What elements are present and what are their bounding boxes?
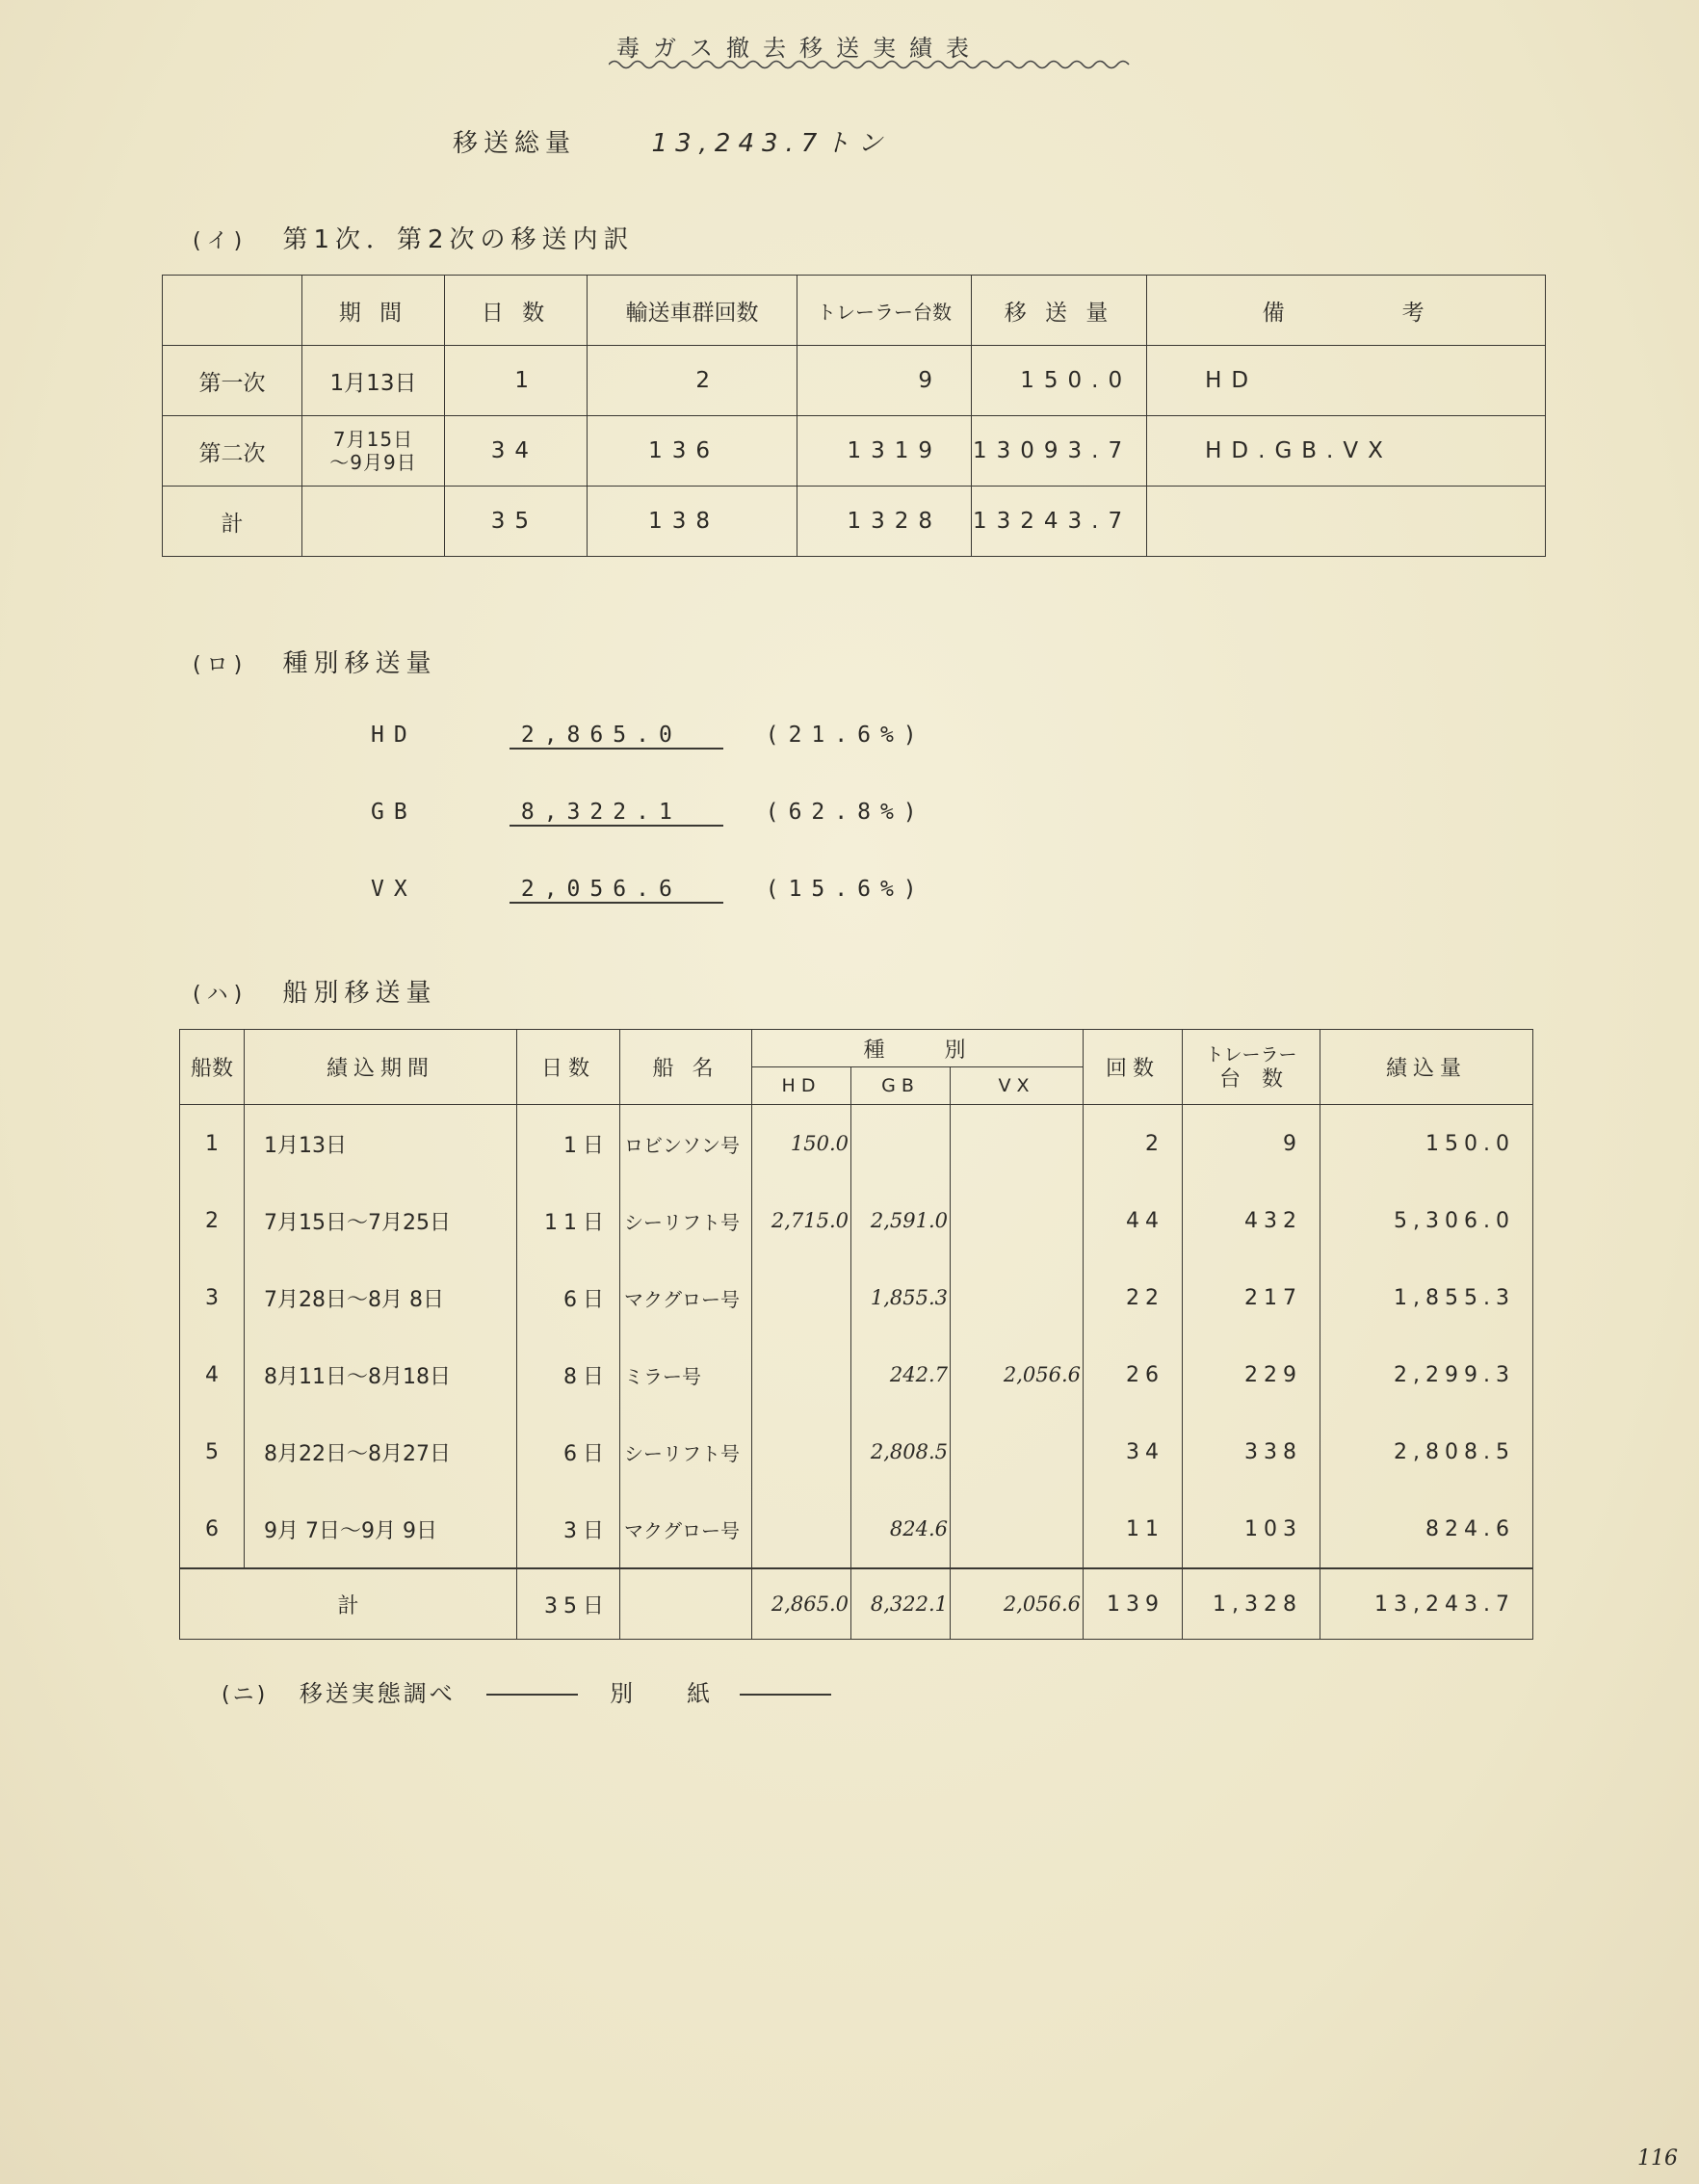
cell-days: 3日 bbox=[517, 1490, 620, 1568]
total-gb: 8,322.1 bbox=[851, 1568, 951, 1640]
header-trailers bbox=[1183, 1030, 1320, 1105]
table-row bbox=[163, 416, 1546, 487]
header-gb: GB bbox=[851, 1067, 951, 1105]
row-groups: 138 bbox=[588, 487, 797, 557]
cell-vx bbox=[951, 1490, 1084, 1568]
cell-period: 1月13日 bbox=[245, 1105, 517, 1183]
row-days: 35 bbox=[445, 487, 588, 557]
header-ship-no: 船数 bbox=[180, 1030, 245, 1105]
cell-gb: 2,591.0 bbox=[851, 1182, 951, 1259]
header-cell: 輸送車群回数 bbox=[588, 276, 797, 346]
cell-trips: 44 bbox=[1084, 1182, 1183, 1259]
document-title: 毒ガス撤去移送実績表 bbox=[616, 35, 982, 62]
cell-vx bbox=[951, 1259, 1084, 1336]
section-4-mark: (ニ) bbox=[222, 1683, 269, 1707]
cell-vx: 2,056.6 bbox=[951, 1336, 1084, 1413]
cell-gb: 242.7 bbox=[851, 1336, 951, 1413]
row-period: 7月15日 ～9月9日 bbox=[302, 416, 445, 487]
cell-hd bbox=[752, 1259, 851, 1336]
dash-line bbox=[740, 1694, 831, 1696]
page-number: 116 bbox=[1637, 2146, 1678, 2171]
kind-item-gb bbox=[371, 800, 927, 827]
cell-period: 7月15日～7月25日 bbox=[245, 1182, 517, 1259]
section-1-mark: (イ) bbox=[193, 229, 248, 253]
table-row bbox=[180, 1413, 1533, 1490]
total-volume-label: 移送総量 bbox=[453, 129, 577, 158]
cell-ship: シーリフト号 bbox=[620, 1413, 752, 1490]
total-ship-empty bbox=[620, 1568, 752, 1640]
cell-days: 11日 bbox=[517, 1182, 620, 1259]
kind-item-hd bbox=[371, 723, 927, 750]
row-trailers: 9 bbox=[797, 346, 972, 416]
cell-gb: 1,855.3 bbox=[851, 1259, 951, 1336]
header-cell: 移 送 量 bbox=[972, 276, 1147, 346]
cell-trailers: 103 bbox=[1183, 1490, 1320, 1568]
kind-percent: (15.6%) bbox=[765, 877, 927, 902]
header-vx: VX bbox=[951, 1067, 1084, 1105]
row-amount: 13093.7 bbox=[972, 416, 1147, 487]
total-volume-value: 13,243.7トン bbox=[651, 129, 891, 158]
cell-gb: 824.6 bbox=[851, 1490, 951, 1568]
cell-vx bbox=[951, 1182, 1084, 1259]
cell-ship: シーリフト号 bbox=[620, 1182, 752, 1259]
cell-load: 2,299.3 bbox=[1320, 1336, 1533, 1413]
cell-days: 1日 bbox=[517, 1105, 620, 1183]
cell-ship: ロビンソン号 bbox=[620, 1105, 752, 1183]
cell-days: 6日 bbox=[517, 1259, 620, 1336]
cell-hd bbox=[752, 1490, 851, 1568]
cell-gb bbox=[851, 1105, 951, 1183]
total-load: 13,243.7 bbox=[1320, 1568, 1533, 1640]
row-amount: 13243.7 bbox=[972, 487, 1147, 557]
table-total-row bbox=[163, 487, 1546, 557]
total-vx: 2,056.6 bbox=[951, 1568, 1084, 1640]
header-kind: 種 別 bbox=[752, 1030, 1084, 1067]
cell-trips: 22 bbox=[1084, 1259, 1183, 1336]
row-note bbox=[1147, 487, 1546, 557]
cell-ship: マクグロー号 bbox=[620, 1490, 752, 1568]
kind-type: HD bbox=[371, 723, 417, 748]
total-trailers: 1,328 bbox=[1183, 1568, 1320, 1640]
table-row bbox=[180, 1490, 1533, 1568]
row-period bbox=[302, 487, 445, 557]
kind-type: GB bbox=[371, 800, 417, 825]
cell-trips: 34 bbox=[1084, 1413, 1183, 1490]
cell-gb: 2,808.5 bbox=[851, 1413, 951, 1490]
cell-vx bbox=[951, 1105, 1084, 1183]
section-1-label: 第1次．第2次の移送内訳 bbox=[282, 225, 635, 254]
header-cell: 日 数 bbox=[445, 276, 588, 346]
cell-period: 7月28日～8月 8日 bbox=[245, 1259, 517, 1336]
table-row bbox=[180, 1105, 1533, 1183]
header-period: 績込期間 bbox=[245, 1030, 517, 1105]
section-2-label: 種別移送量 bbox=[282, 649, 437, 678]
cell-hd bbox=[752, 1336, 851, 1413]
row-period: 1月13日 bbox=[302, 346, 445, 416]
cell-period: 8月22日～8月27日 bbox=[245, 1413, 517, 1490]
header-hd: HD bbox=[752, 1067, 851, 1105]
cell-no: 6 bbox=[180, 1490, 245, 1568]
cell-no: 4 bbox=[180, 1336, 245, 1413]
table-total-row bbox=[180, 1568, 1533, 1640]
cell-trips: 2 bbox=[1084, 1105, 1183, 1183]
table-header-row bbox=[163, 276, 1546, 346]
header-cell: 備 考 bbox=[1147, 276, 1546, 346]
cell-load: 2,808.5 bbox=[1320, 1413, 1533, 1490]
cell-load: 150.0 bbox=[1320, 1105, 1533, 1183]
kind-percent: (21.6%) bbox=[765, 723, 927, 748]
table-row bbox=[180, 1259, 1533, 1336]
section-2-heading bbox=[193, 644, 436, 679]
cell-no: 3 bbox=[180, 1259, 245, 1336]
kind-amount: 8,322.1 bbox=[510, 800, 723, 827]
row-days: 34 bbox=[445, 416, 588, 487]
header-ship-name: 船 名 bbox=[620, 1030, 752, 1105]
kind-percent: (62.8%) bbox=[765, 800, 927, 825]
row-name: 第一次 bbox=[163, 346, 302, 416]
row-groups: 136 bbox=[588, 416, 797, 487]
cell-no: 2 bbox=[180, 1182, 245, 1259]
total-days: 35日 bbox=[517, 1568, 620, 1640]
cell-days: 8日 bbox=[517, 1336, 620, 1413]
header-trips: 回数 bbox=[1084, 1030, 1183, 1105]
row-note: HD.GB.VX bbox=[1147, 416, 1546, 487]
cell-ship: ミラー号 bbox=[620, 1336, 752, 1413]
header-cell: 期 間 bbox=[302, 276, 445, 346]
cell-period: 9月 7日～9月 9日 bbox=[245, 1490, 517, 1568]
transfer-breakdown-table bbox=[162, 275, 1546, 557]
cell-load: 5,306.0 bbox=[1320, 1182, 1533, 1259]
table-row bbox=[163, 346, 1546, 416]
total-volume bbox=[453, 123, 890, 159]
cell-trailers: 432 bbox=[1183, 1182, 1320, 1259]
dash-line bbox=[486, 1694, 578, 1696]
kind-type: VX bbox=[371, 877, 417, 902]
header-cell: トレーラー台数 bbox=[797, 276, 972, 346]
kind-amount: 2,056.6 bbox=[510, 877, 723, 904]
row-trailers: 1319 bbox=[797, 416, 972, 487]
cell-hd: 2,715.0 bbox=[752, 1182, 851, 1259]
section-4-label: 移送実態調べ bbox=[299, 1680, 456, 1707]
cell-trailers: 9 bbox=[1183, 1105, 1320, 1183]
header-cell bbox=[163, 276, 302, 346]
cell-hd: 150.0 bbox=[752, 1105, 851, 1183]
cell-trips: 26 bbox=[1084, 1336, 1183, 1413]
section-2-mark: (ロ) bbox=[193, 653, 248, 677]
row-name: 第二次 bbox=[163, 416, 302, 487]
header-days: 日数 bbox=[517, 1030, 620, 1105]
kind-item-vx bbox=[371, 877, 927, 904]
total-hd: 2,865.0 bbox=[752, 1568, 851, 1640]
section-3-mark: (ハ) bbox=[193, 983, 248, 1007]
header-trailers-bottom: 台 数 bbox=[1218, 1066, 1283, 1092]
cell-ship: マクグロー号 bbox=[620, 1259, 752, 1336]
section-3-heading bbox=[193, 973, 436, 1009]
section-4-heading bbox=[222, 1674, 831, 1708]
cell-vx bbox=[951, 1413, 1084, 1490]
cell-hd bbox=[752, 1413, 851, 1490]
kind-amount: 2,865.0 bbox=[510, 723, 723, 750]
cell-load: 1,855.3 bbox=[1320, 1259, 1533, 1336]
table-row bbox=[180, 1336, 1533, 1413]
cell-no: 1 bbox=[180, 1105, 245, 1183]
cell-load: 824.6 bbox=[1320, 1490, 1533, 1568]
cell-period: 8月11日～8月18日 bbox=[245, 1336, 517, 1413]
ship-transfer-table bbox=[179, 1029, 1533, 1640]
row-trailers: 1328 bbox=[797, 487, 972, 557]
cell-no: 5 bbox=[180, 1413, 245, 1490]
table-row bbox=[180, 1182, 1533, 1259]
section-3-label: 船別移送量 bbox=[282, 979, 437, 1008]
title-wavy-underline bbox=[609, 58, 1138, 71]
total-trips: 139 bbox=[1084, 1568, 1183, 1640]
total-label: 計 bbox=[180, 1568, 517, 1640]
table-header-row bbox=[180, 1030, 1533, 1067]
row-groups: 2 bbox=[588, 346, 797, 416]
cell-trailers: 229 bbox=[1183, 1336, 1320, 1413]
row-name: 計 bbox=[163, 487, 302, 557]
cell-trailers: 217 bbox=[1183, 1259, 1320, 1336]
cell-trips: 11 bbox=[1084, 1490, 1183, 1568]
row-days: 1 bbox=[445, 346, 588, 416]
row-amount: 150.0 bbox=[972, 346, 1147, 416]
cell-trailers: 338 bbox=[1183, 1413, 1320, 1490]
cell-days: 6日 bbox=[517, 1413, 620, 1490]
header-load: 績込量 bbox=[1320, 1030, 1533, 1105]
header-trailers-top: トレーラー bbox=[1205, 1043, 1297, 1066]
row-note: HD bbox=[1147, 346, 1546, 416]
section-1-heading bbox=[193, 220, 635, 255]
section-4-ref: 別 紙 bbox=[610, 1680, 726, 1707]
